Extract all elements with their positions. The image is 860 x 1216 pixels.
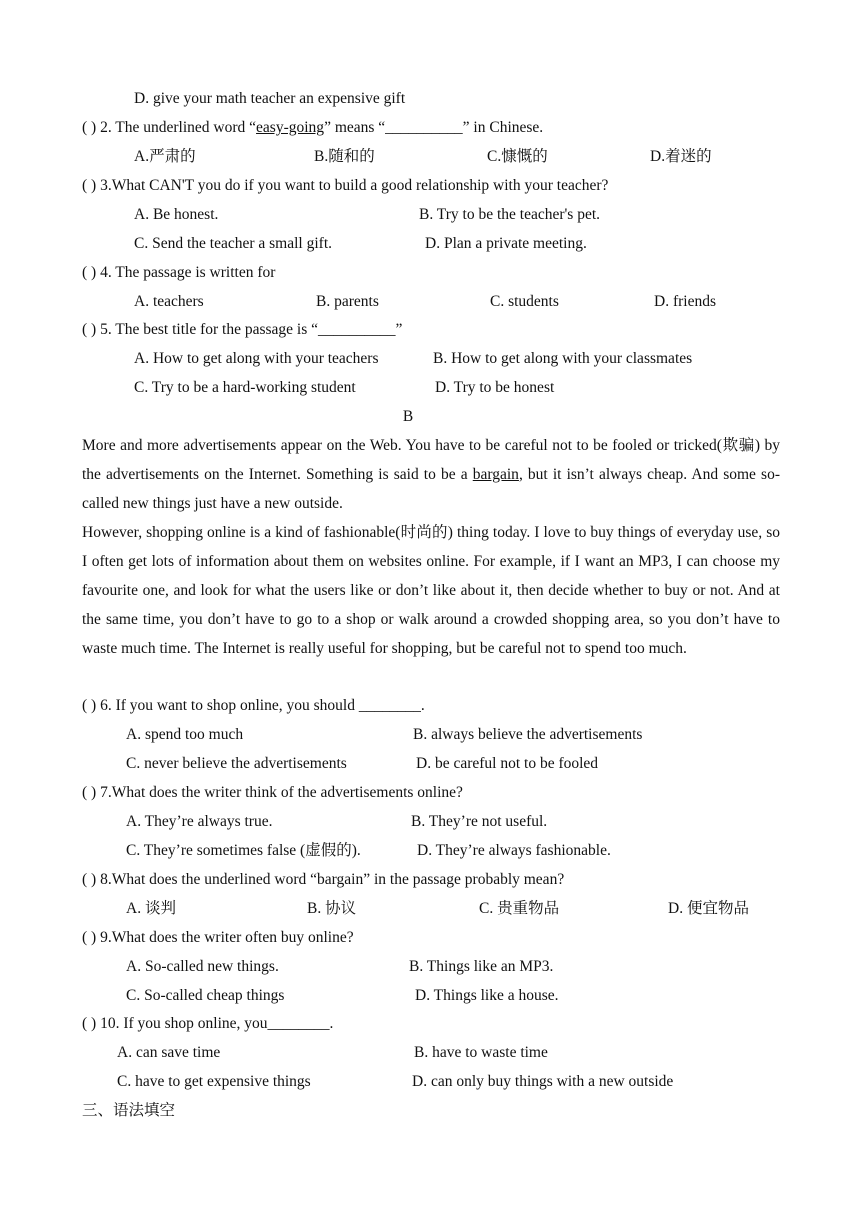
q6-option-b: B. always believe the advertisements xyxy=(413,726,643,743)
q9-option-b: B. Things like an MP3. xyxy=(409,958,554,975)
q2-underlined-word: easy-going xyxy=(256,119,325,136)
q6-option-c: C. never believe the advertisements xyxy=(126,755,347,772)
q9-option-d: D. Things like a house. xyxy=(415,987,559,1004)
q3-stem: ( ) 3.What CAN'T you do if you want to build a good relationship with your teacher? xyxy=(82,177,609,194)
q9-option-c: C. So-called cheap things xyxy=(126,987,285,1004)
q5-stem: ( ) 5. The best title for the passage is “__________” xyxy=(82,321,403,338)
q7-option-b: B. They’re not useful. xyxy=(411,813,548,830)
q4-option-a: A. teachers xyxy=(134,293,204,310)
q2-option-a: A.严肃的 xyxy=(134,148,196,165)
para1-underlined-word: bargain xyxy=(472,466,519,483)
q8-option-c: C. 贵重物品 xyxy=(479,900,560,917)
q3-option-c: C. Send the teacher a small gift. xyxy=(134,235,332,252)
q2-option-d: D.着迷的 xyxy=(650,148,712,165)
q1-option-d: D. give your math teacher an expensive gift xyxy=(134,90,406,107)
q10-option-b: B. have to waste time xyxy=(414,1044,548,1061)
q4-option-c: C. students xyxy=(490,293,559,310)
q6-stem: ( ) 6. If you want to shop online, you should ________. xyxy=(82,697,425,714)
q5-option-d: D. Try to be honest xyxy=(435,379,555,396)
q2-option-b: B.随和的 xyxy=(314,148,375,165)
q6-option-a: A. spend too much xyxy=(126,726,244,743)
q8-option-d: D. 便宜物品 xyxy=(668,900,749,917)
q4-option-d: D. friends xyxy=(654,293,716,310)
q9-option-a: A. So-called new things. xyxy=(126,958,279,975)
section-3-heading: 三、语法填空 xyxy=(82,1102,176,1119)
q8-stem: ( ) 8.What does the underlined word “bargain” in the passage probably mean? xyxy=(82,871,565,888)
q2-option-c: C.慷慨的 xyxy=(487,148,548,165)
q5-option-b: B. How to get along with your classmates xyxy=(433,350,693,367)
q2-stem-post: ” means “__________” in Chinese. xyxy=(324,119,544,136)
q7-option-d: D. They’re always fashionable. xyxy=(417,842,611,859)
q5-option-a: A. How to get along with your teachers xyxy=(134,350,379,367)
q7-option-c: C. They’re sometimes false (虚假的). xyxy=(126,842,361,859)
q5-option-c: C. Try to be a hard-working student xyxy=(134,379,356,396)
q3-option-d: D. Plan a private meeting. xyxy=(425,235,587,252)
q3-option-a: A. Be honest. xyxy=(134,206,219,223)
q2-stem-pre: ( ) 2. The underlined word “ xyxy=(82,119,257,136)
section-b-paragraph-2: However, shopping online is a kind of fashionable(时尚的) thing today. I love to buy things of everyday use, so I often get lots of information about them on websites online. For example, if I want an MP3, I can choose my favourite one, and look for what the users like or don’t like about it, then decide whether to buy or not. And at the same time, you don’t have to go to a shop or walk around a crowded shopping area, so you don’t have to waste much time. The Internet is really useful for shopping, but be careful not to spend too much. xyxy=(82,524,780,657)
q4-option-b: B. parents xyxy=(316,293,379,310)
q10-option-c: C. have to get expensive things xyxy=(117,1073,311,1090)
q2-stem xyxy=(82,118,543,138)
q10-option-d: D. can only buy things with a new outside xyxy=(412,1073,674,1090)
q7-option-a: A. They’re always true. xyxy=(126,813,273,830)
q8-option-b: B. 协议 xyxy=(307,900,357,917)
para1-text-post: , but it isn’t always cheap. And some so-called new things just have a new outside. xyxy=(82,466,780,512)
section-b-heading: B xyxy=(402,408,414,425)
q10-stem: ( ) 10. If you shop online, you________. xyxy=(82,1015,334,1032)
q10-option-a: A. can save time xyxy=(117,1044,221,1061)
q9-stem: ( ) 9.What does the writer often buy online? xyxy=(82,929,354,946)
q4-stem: ( ) 4. The passage is written for xyxy=(82,264,276,281)
q8-option-a: A. 谈判 xyxy=(126,900,176,917)
section-b-paragraph-1 xyxy=(82,431,780,518)
q6-option-d: D. be careful not to be fooled xyxy=(416,755,599,772)
para1-text-pre: More and more advertisements appear on the Web. You have to be careful not to be fooled or tricked(欺骗) by the advertisements on the Internet. Something is said to be a xyxy=(82,437,780,483)
q7-stem: ( ) 7.What does the writer think of the advertisements online? xyxy=(82,784,463,801)
q3-option-b: B. Try to be the teacher's pet. xyxy=(419,206,601,223)
